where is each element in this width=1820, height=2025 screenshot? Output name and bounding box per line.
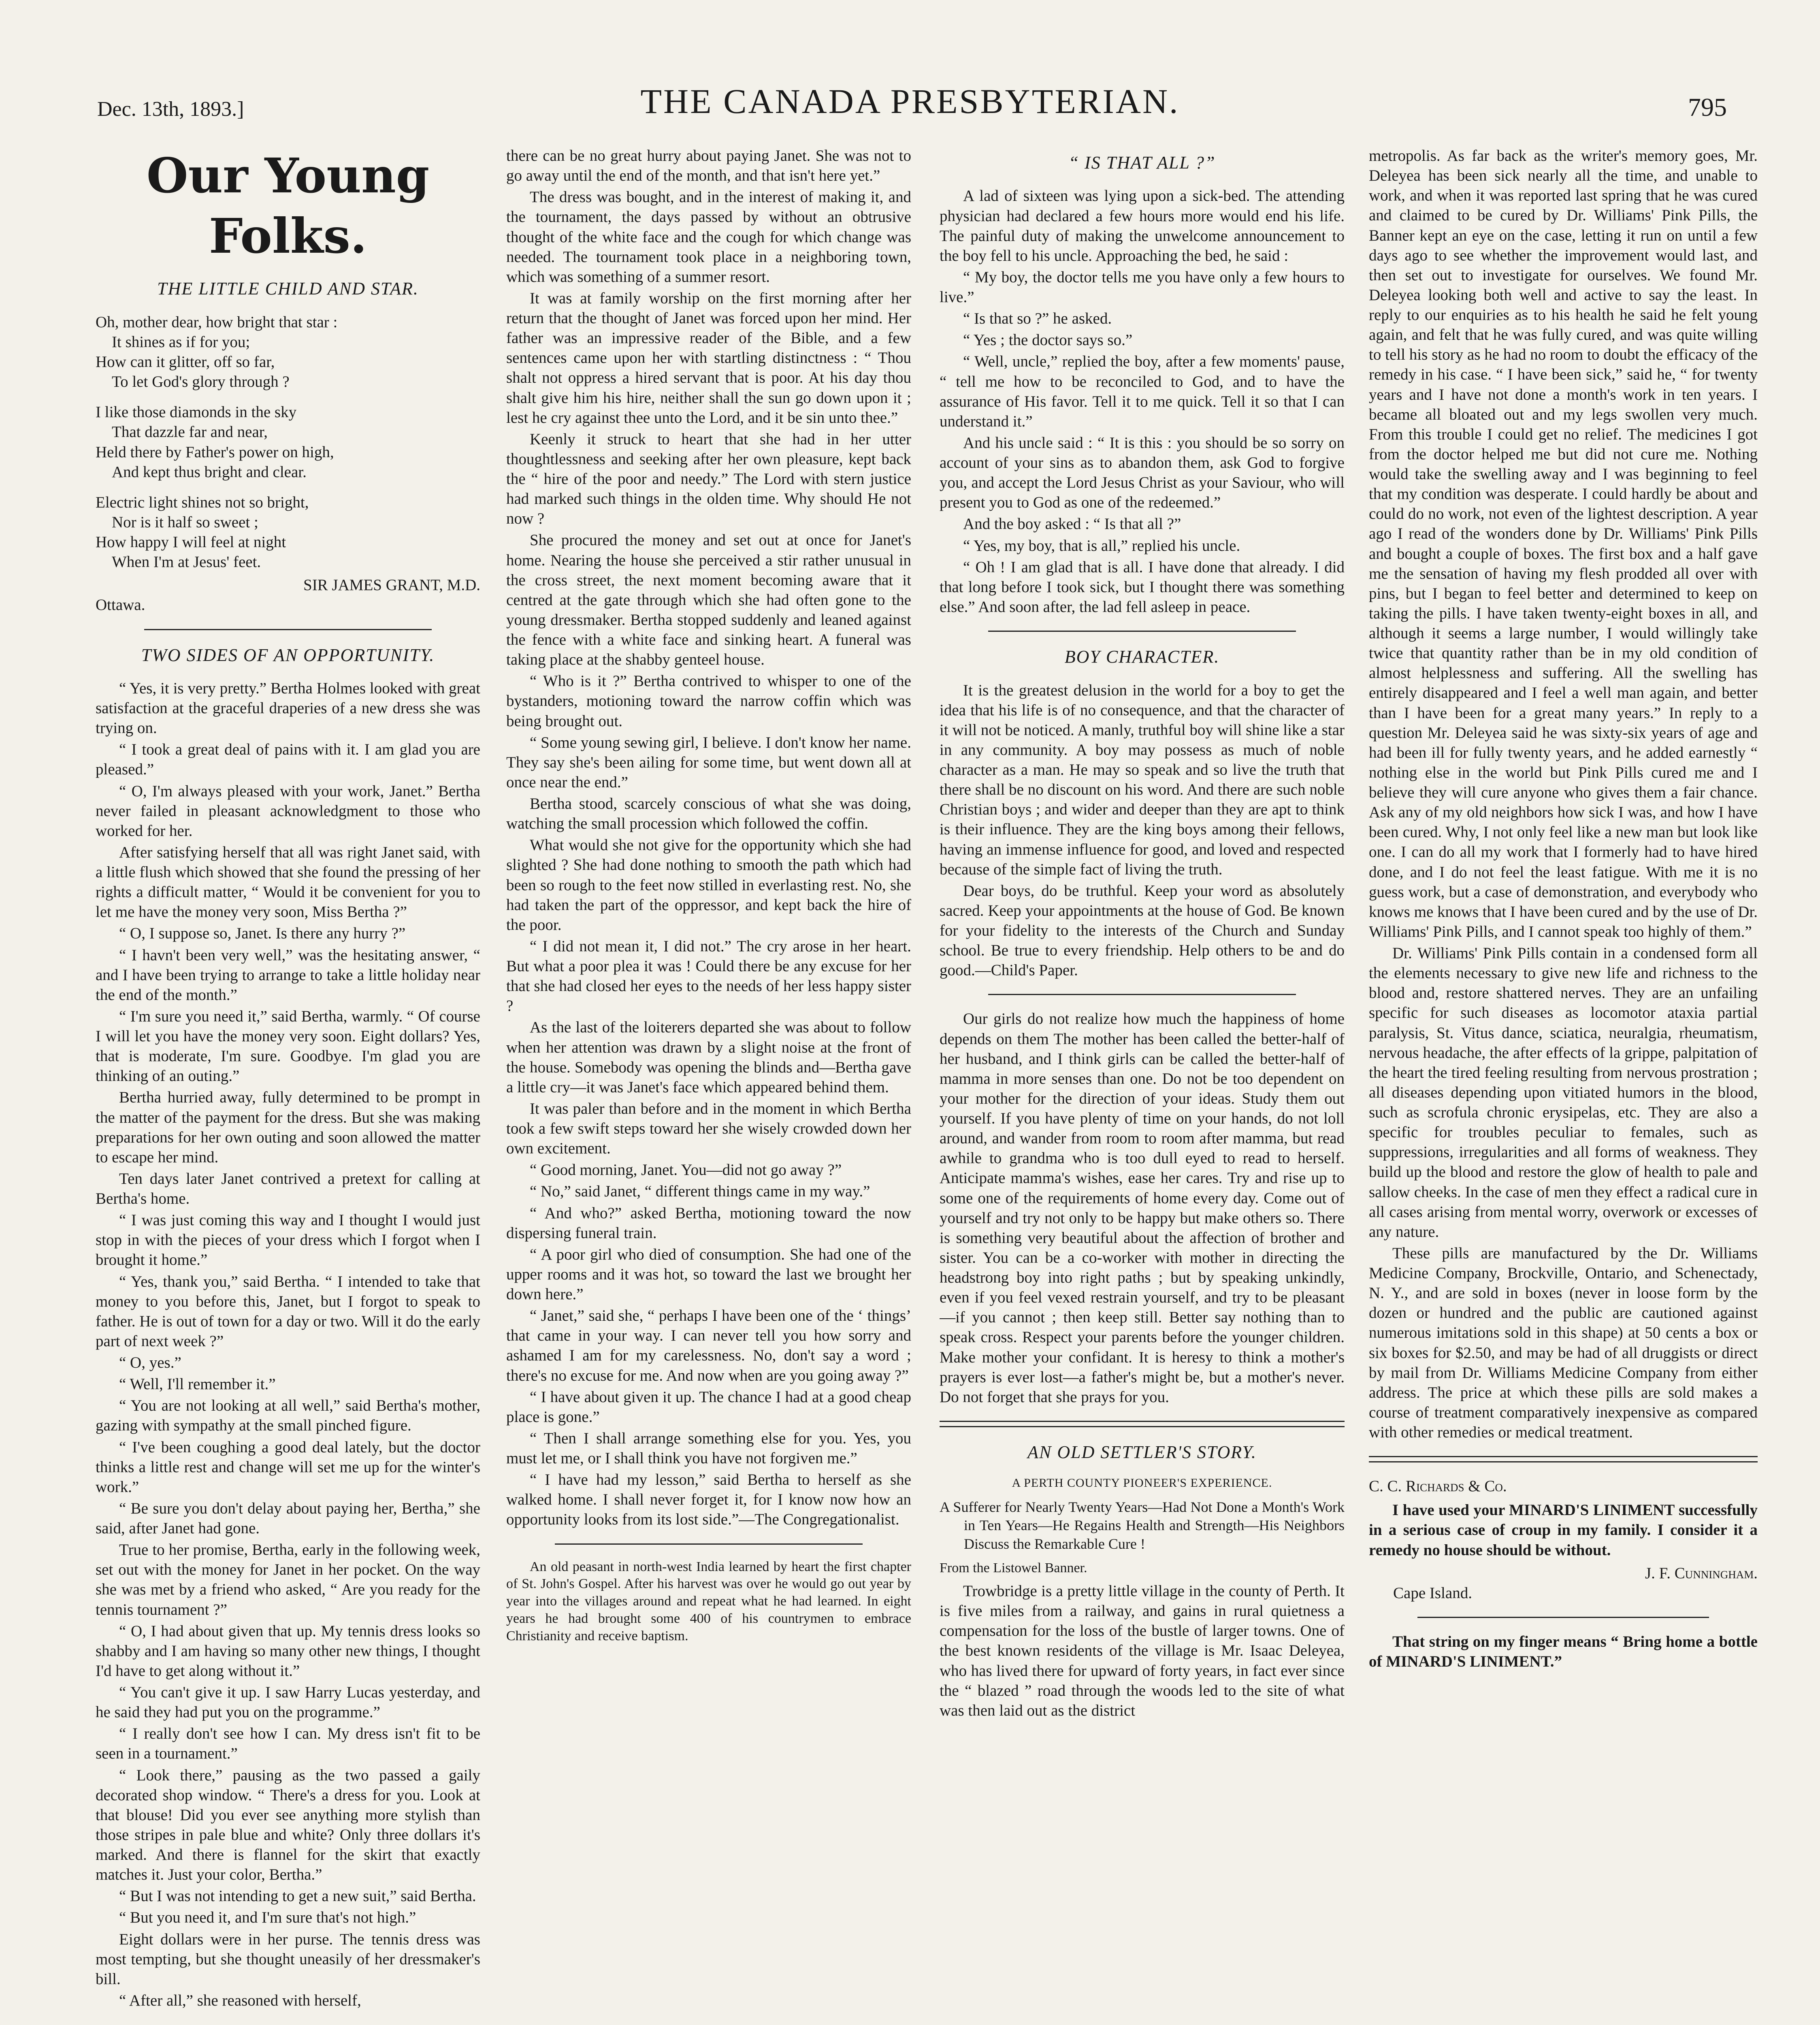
paragraph: The dress was bought, and in the interest of making it, and the tournament, the days passed by without an obtrusive thought of the white face and the cough for which change was needed. The tournament took place in a neighboring town, which was something of a summer resort. [506,188,911,286]
divider [988,631,1296,632]
newspaper-title: THE CANADA PRESBYTERIAN. [640,82,1180,121]
paragraph: “ Oh ! I am glad that is all. I have done that already. I did that long before I took sick, but I thought there was something else.” And soon after, the lad fell asleep in peace. [940,558,1345,616]
poem-line: How can it glitter, off so far, [96,353,275,371]
paragraph: “ O, I suppose so, Janet. Is there any hurry ?” [119,925,406,942]
paragraph: “ Look there,” pausing as the two passed a gaily decorated shop window. “ There's a dress for you. Look at that blouse! Did you ever see anything more stylish than those stripes in pale blue and white? Only three dollars it's marked. And there is flannel for the skirt that exactly matches it. Just your color, Bertha.” [96,1766,480,1884]
paragraph: And the boy asked : “ Is that all ?” [963,515,1181,533]
article-title: “ IS THAT ALL ?” [1068,153,1216,173]
issue-date: Dec. 13th, 1893.] [97,98,244,121]
paragraph: “ O, I had about given that up. My tennis dress looks so shabby and I am having so many other new things, I thought I'd have to get along without it.” [96,1622,480,1680]
paragraph: “ Who is it ?” Bertha contrived to whisper to one of the bystanders, motioning toward the narrow coffin which was being brought out. [506,672,911,730]
paragraph: “ I really don't see how I can. My dress isn't fit to be seen in a tournament.” [96,1725,480,1763]
poem-line: How happy I will feel at night [96,533,286,551]
paragraph: “ I havn't been very well,” was the hesitating answer, “ and I have been trying to arrange to take a little holiday near the end of the month.” [96,946,480,1004]
poem-line: That dazzle far and near, [112,423,268,441]
paragraph: Dr. Williams' Pink Pills contain in a condensed form all the elements necessary to give new life and richness to the blood and, restore shattered nerves. They are an unfailing specific for such diseases as locomotor ataxia partial paralysis, St. Vitus dance, sciatica, neuralgia, rheumatism, nervous headache, the after effects of la grippe, palpitation of the heart the tired feeling resulting from nervous prostration ; all diseases depending upon vitiated humors in the blood, such as scrofula chronic erysipelas, etc. They are also a specific for troubles peculiar to females, such as suppressions, irregularities and all forms of weakness. They build up the blood and restore the glow of health to pale and sallow cheeks. In the case of men they effect a radical cure in all cases arising from mental worry, overwork or excesses of any nature. [1369,944,1758,1241]
advertisement-signer: J. F. Cunningham. [1645,1564,1758,1582]
paragraph: “ I have about given it up. The chance I had at a good cheap place is gone.” [506,1388,911,1426]
poem-title: THE LITTLE CHILD AND STAR. [157,279,419,299]
paragraph: “ Be sure you don't delay about paying her, Bertha,” she said, after Janet had gone. [96,1499,480,1537]
page-number: 795 [1688,93,1727,122]
paragraph: there can be no great hurry about paying Janet. She was not to go away until the end of the month, and that isn't here yet.” [506,147,911,185]
advertisement-tagline: That string on my finger means “ Bring home a bottle of MINARD'S LINIMENT.” [1369,1633,1758,1670]
paragraph: And his uncle said : “ It is this : you should be so sorry on account of your sins as to abandon them, ask God to forgive you, and accept the Lord Jesus Christ as your Saviour, who will present you to God as one of the redeemed.” [940,434,1345,512]
paragraph: “ My boy, the doctor tells me you have only a few hours to live.” [940,268,1345,306]
paragraph: After satisfying herself that all was right Janet said, with a little flush which showed that she found the pressing of her rights a difficult matter, “ Would it be convenient for you to let me have the money very soon, Miss Bertha ?” [96,843,480,921]
paragraph: “ I took a great deal of pains with it. I am glad you are pleased.” [96,741,480,778]
paragraph: “ Yes, thank you,” said Bertha. “ I intended to take that money to you before this, Janet, but I forgot to speak to father. He is out of town for a day or two. Will it do the early part of next week ?” [96,1273,480,1350]
paragraph: “ I was just coming this way and I thought I would just stop in with the pieces of your dress which I forgot when I brought it home.” [96,1211,480,1269]
poem-line: Nor is it half so sweet ; [112,513,258,531]
divider [555,1543,863,1545]
paragraph: “ Yes, my boy, that is all,” replied his uncle. [963,537,1240,554]
paragraph: “ Then I shall arrange something else for you. Yes, you must let me, or I shall think you have not forgiven me.” [506,1429,911,1467]
poem-place: Ottawa. [96,596,145,614]
paragraph: True to her promise, Bertha, early in the following week, set out with the money for Janet in her pocket. On the way she was met by a friend who asked, “ Are you ready for the tennis tournament ?” [96,1541,480,1618]
paragraph: “ I've been coughing a good deal lately, but the doctor thinks a little rest and change will set me up for the winter's work.” [96,1438,480,1496]
department-heading: Our Young Folks. [146,147,430,264]
paragraph: These pills are manufactured by the Dr. Williams Medicine Company, Brockville, Ontario, and Schenectady, N. Y., and are sold in boxes (never in loose form by the dozen or hundred and the public are cautioned against numerous imitations sold in this shape) at 50 cents a box or six boxes for $2.50, and may be had of all druggists or direct by mail from Dr. Williams Medicine Company from either address. The price at which these pills are sold makes a course of treatment comparatively inexpensive as compared with other remedies or medical treatment. [1369,1244,1758,1441]
paragraph: “ I have had my lesson,” said Bertha to herself as she walked home. I shall never forget it, for I know now how an opportunity looks from its lost side.”—The Congregationalist. [506,1471,911,1528]
paragraph: “ I'm sure you need it,” said Bertha, warmly. “ Of course I will let you have the money very soon. Eight dollars? Yes, that is moderate, I'm sure. Goodbye. I'm glad you are thinking of an outing.” [96,1007,480,1085]
poem-line: Oh, mother dear, how bright that star : [96,313,338,331]
paragraph: Ten days later Janet contrived a pretext for calling at Bertha's home. [96,1170,480,1208]
paragraph: “ Yes ; the doctor says so.” [963,331,1133,349]
paragraph: “ After all,” she reasoned with herself, [119,1991,361,2009]
advertisement-subheading: A Sufferer for Nearly Twenty Years—Had Not Done a Month's Work in Ten Years—He Regains Health and Strength—His Neighbors Discuss the Remarkable Cure ! [940,1499,1345,1552]
poem-line: And kept thus bright and clear. [112,463,307,481]
article-title: BOY CHARACTER. [1064,647,1220,667]
paragraph: Keenly it struck to heart that she had in her utter thoughtlessness and seeking after her own pleasure, kept back the “ hire of the poor and needy.” The Lord with stern justice had marked such things in the olden time. Why should He not now ? [506,430,911,528]
paragraph: A lad of sixteen was lying upon a sick-bed. The attending physician had declared a few hours more would end his life. The painful duty of making the unwelcome announcement to the boy fell to his uncle. Approaching the bed, he said : [940,187,1345,264]
paragraph: “ A poor girl who died of consumption. She had one of the upper rooms and it was hot, so toward the last we brought her down here.” [506,1245,911,1303]
paragraph: “ But I was not intending to get a new suit,” said Bertha. [119,1887,476,1905]
paragraph: Dear boys, do be truthful. Keep your word as absolutely sacred. Keep your appointments at the house of God. Be known for your fidelity to the interests of the Church and Sunday school. Be true to every friendship. Help others to be and do good.—Child's Paper. [940,882,1345,979]
paragraph: “ I did not mean it, I did not.” The cry arose in her heart. But what a poor plea it was ! Could there be any excuse for her that she had closed her eyes to the needs of her less happy sister ? [506,937,911,1015]
poem-line: When I'm at Jesus' feet. [112,553,261,571]
paragraph: It was at family worship on the first morning after her return that the thought of Janet was forced upon her mind. Her father was an impressive reader of the Bible, and a few sentences came upon her with startling distinctness : “ Thou shalt not oppress a hired servant that is poor. At his day thou shalt give him his hire, neither shall the sun go down upon it ; lest he cry against thee unto the Lord, and it be sin unto thee.” [506,289,911,426]
paragraph: What would she not give for the opportunity which she had slighted ? She had done nothing to smooth the path which had been so rough to the feet now stilled in everlasting rest. No, she had taken the part of the oppressor, and kept back the hire of the poor. [506,836,911,934]
masthead [93,73,1727,134]
column-2 [506,146,911,2025]
advertisement-source: From the Listowel Banner. [940,1560,1087,1576]
paragraph: Bertha hurried away, fully determined to be prompt in the matter of the payment for the dress. But she was making preparations for her own outing and soon allowed the matter to escape her mind. [96,1089,480,1166]
poem [96,312,480,615]
advertisement-addressee: C. C. Richards & Co. [1369,1477,1507,1495]
paragraph: “ Some young sewing girl, I believe. I don't know her name. They say she's been ailing for some time, but went down all at once near the end.” [506,733,911,791]
story-body [96,678,480,2010]
column-4 [1369,146,1758,2025]
paragraph: Our girls do not realize how much the happiness of home depends on them The mother has been called the better-half of her husband, and I think girls can be called the better-half of mamma in more senses than one. Do not be too dependent on your mother for the direction of your ideas. Study them out yourself. If you have plenty of time on your hands, do not loll around, and wander from room to room after mamma, but read awhile to grandma who is too dull eyed to read to herself. Anticipate mamma's wishes, ease her cares. Try and rise up to some one of the requirements of home every day. Come out of yourself and try not only to be happy but make others so. There is something very beautiful about the affection of brother and sister. You can be a co-worker with mother in directing the headstrong boy into right paths ; but by speaking unkindly, even if you feel vexed restrain yourself, and try to be pleasant—if you cannot ; then keep still. Better say nothing than to speak cross. Respect your parents before the younger children. Make mother your confidant. It is heresy to think a mother's prayers is ever lost—a father's might be, but a mother's never. Do not forget that she prays for you. [940,1010,1345,1406]
poem-line: To let God's glory through ? [112,373,290,391]
column-1 [96,146,480,2025]
paragraph: “ O, I'm always pleased with your work, Janet.” Bertha never failed in pleasant acknowledgment to those who worked for her. [96,782,480,840]
advertisement-place: Cape Island. [1393,1584,1472,1602]
poem-line: Held there by Father's power on high, [96,443,334,461]
paragraph: “ Good morning, Janet. You—did not go away ?” [530,1161,842,1179]
paragraph: Trowbridge is a pretty little village in the county of Perth. It is five miles from a railway, and gains in rural quietness a compensation for the loss of the bustle of larger towns. One of the best known residents of the village is Mr. Isaac Deleyea, who has lived there for upward of forty years, in fact ever since the “ blazed ” road through the woods led to the site of what was then laid out as the district [940,1582,1345,1719]
story-title: TWO SIDES OF AN OPPORTUNITY. [141,645,435,665]
paragraph: metropolis. As far back as the writer's memory goes, Mr. Deleyea has been sick nearly all the time, and unable to work, and when it was reported last spring that he was cured and claimed to be cured by Dr. Williams' Pink Pills, the Banner kept an eye on the case, letting it run on until a few days ago to see whether the improvement would last, and then set out to investigate for ourselves. We found Mr. Deleyea looking both well and active to say the least. In reply to our enquiries as to his health he said he felt young again, and felt that he was fully cured, and was quite willing to tell his story as he had no room to doubt the efficacy of the remedy in his case. “ I have been sick,” said he, “ for twenty years and I have not done a month's work in ten years. I became all bloated out and my legs swollen very much. From this trouble I could get no relief. The medicines I got from the doctor helped me but did not cure me. Nothing would take the swelling away and I was beginning to feel that my condition was desperate. I could hardly be about and could do no work, not even of the lightest description. A year ago I read of the wonders done by Dr. Williams' Pink Pills and bought a couple of boxes. The first box and a half gave me the sensation of having my flesh prodded all over with pins, but I began to feel better and determined to keep on taking the pills. I have taken twenty-eight boxes in all, and although it seems a large number, I would willingly take twice that quantity rather than be in my old condition of almost helplessness and suffering. All the swelling has entirely disappeared and I feel a well man again, and better than I have been for a great many years.” In reply to a question Mr. Deleyea said he was sixty-six years of age and had been ill for fully twenty years, and he added earnestly “ nothing else in the world but Pink Pills cured me and I believe they will cure anyone who gives them a fair chance. Ask any of my old neighbors how sick I was, and how I have been cured. Why, I not only feel like a new man but look like one. I can do all my work that I formerly had to have hired done, and I do not feel the least fatigue. With me it is no guess work, but a case of demonstration, and everybody who knows me knows that I have been cured and by the use of Dr. Williams' Pink Pills, and I cannot speak too highly of them.” [1369,147,1758,940]
advertisement-body: I have used your MINARD'S LINIMENT successfully in a serious case of croup in my family. I consider it a remedy no house should be without. [1369,1501,1758,1559]
column-3 [940,146,1345,2025]
poem-author: SIR JAMES GRANT, M.D. [303,576,480,594]
paragraph: It was paler than before and in the moment in which Bertha took a few swift steps toward her she wisely crowded down her own excitement. [506,1100,911,1157]
poem-line: I like those diamonds in the sky [96,403,297,421]
paragraph: As the last of the loiterers departed she was about to follow when her attention was drawn by a slight noise at the front of the house. Somebody was opening the blinds and—Bertha gave a little cry—it was Janet's face which appeared behind them. [506,1019,911,1096]
divider [1417,1617,1709,1618]
double-rule [1369,1456,1758,1462]
divider [144,629,432,630]
minard-advertisement [1369,1476,1758,1671]
double-rule [940,1421,1345,1427]
paragraph: “ Well, I'll remember it.” [119,1375,276,1393]
paragraph: “ You can't give it up. I saw Harry Lucas yesterday, and he said they had put you on the programme.” [96,1684,480,1721]
poem-line: It shines as if for you; [112,333,250,351]
paragraph: “ No,” said Janet, “ different things came in my way.” [530,1183,870,1200]
advertisement-title: AN OLD SETTLER'S STORY. [1027,1442,1257,1462]
paragraph: “ O, yes.” [119,1354,181,1372]
paragraph: Eight dollars were in her purse. The tennis dress was most tempting, but she thought uneasily of her dressmaker's bill. [96,1930,480,1988]
paragraph: “ You are not looking at all well,” said Bertha's mother, gazing with sympathy at the small pinched figure. [96,1397,480,1435]
paragraph: “ Yes, it is very pretty.” Bertha Holmes looked with great satisfaction at the graceful draperies of a new dress she was trying on. [96,679,480,737]
poem-line: Electric light shines not so bright, [96,493,309,511]
paragraph: “ And who?” asked Bertha, motioning toward the now dispersing funeral train. [506,1204,911,1242]
paragraph: Bertha stood, scarcely conscious of what she was doing, watching the small procession which followed the coffin. [506,795,911,833]
anecdote: An old peasant in north-west India learned by heart the first chapter of St. John's Gospel. After his harvest was over he would go out year by year into the villages around and repeat what he had learned. In eight years he had brought some 400 of his countrymen to embrace Christianity and receive baptism. [506,1559,911,1643]
divider [988,994,1296,995]
advertisement-caption: A PERTH COUNTY PIONEER'S EXPERIENCE. [1012,1476,1272,1490]
paragraph: She procured the money and set out at once for Janet's home. Nearing the house she perceived a stir rather unusual in the cross street, the next moment becoming aware that it centred at the gate through which she had often gone to the young dressmaker. Bertha stopped suddenly and leaned against the fence with a white face and sinking heart. A funeral was taking place at the shabby genteel house. [506,531,911,669]
paragraph: “ Janet,” said she, “ perhaps I have been one of the ‘ things’ that came in your way. I can never tell you how sorry and ashamed I am for my carelessness. No, don't say a word ; there's no excuse for me. And now when are you going away ?” [506,1307,911,1384]
paragraph: “ Well, uncle,” replied the boy, after a few moments' pause, “ tell me how to be reconciled to God, and to have the assurance of His favor. Tell it to me quick. Tell it so that I can understand it.” [940,353,1345,430]
paragraph: “ Is that so ?” he asked. [963,310,1112,328]
paragraph: “ But you need it, and I'm sure that's not high.” [119,1909,416,1927]
paragraph: It is the greatest delusion in the world for a boy to get the idea that his life is of no consequence, and that the character of it will not be noticed. A manly, truthful boy will shine like a star in any community. A boy may possess as much of noble character as a man. He may so speak and so live the truth that there shall be no discount on his word. And there are such noble Christian boys ; and wider and deeper than they are apt to think is their influence. They are the king boys among their fellows, having an immense influence for good, and loved and respected because of the simple fact of living the truth. [940,681,1345,878]
